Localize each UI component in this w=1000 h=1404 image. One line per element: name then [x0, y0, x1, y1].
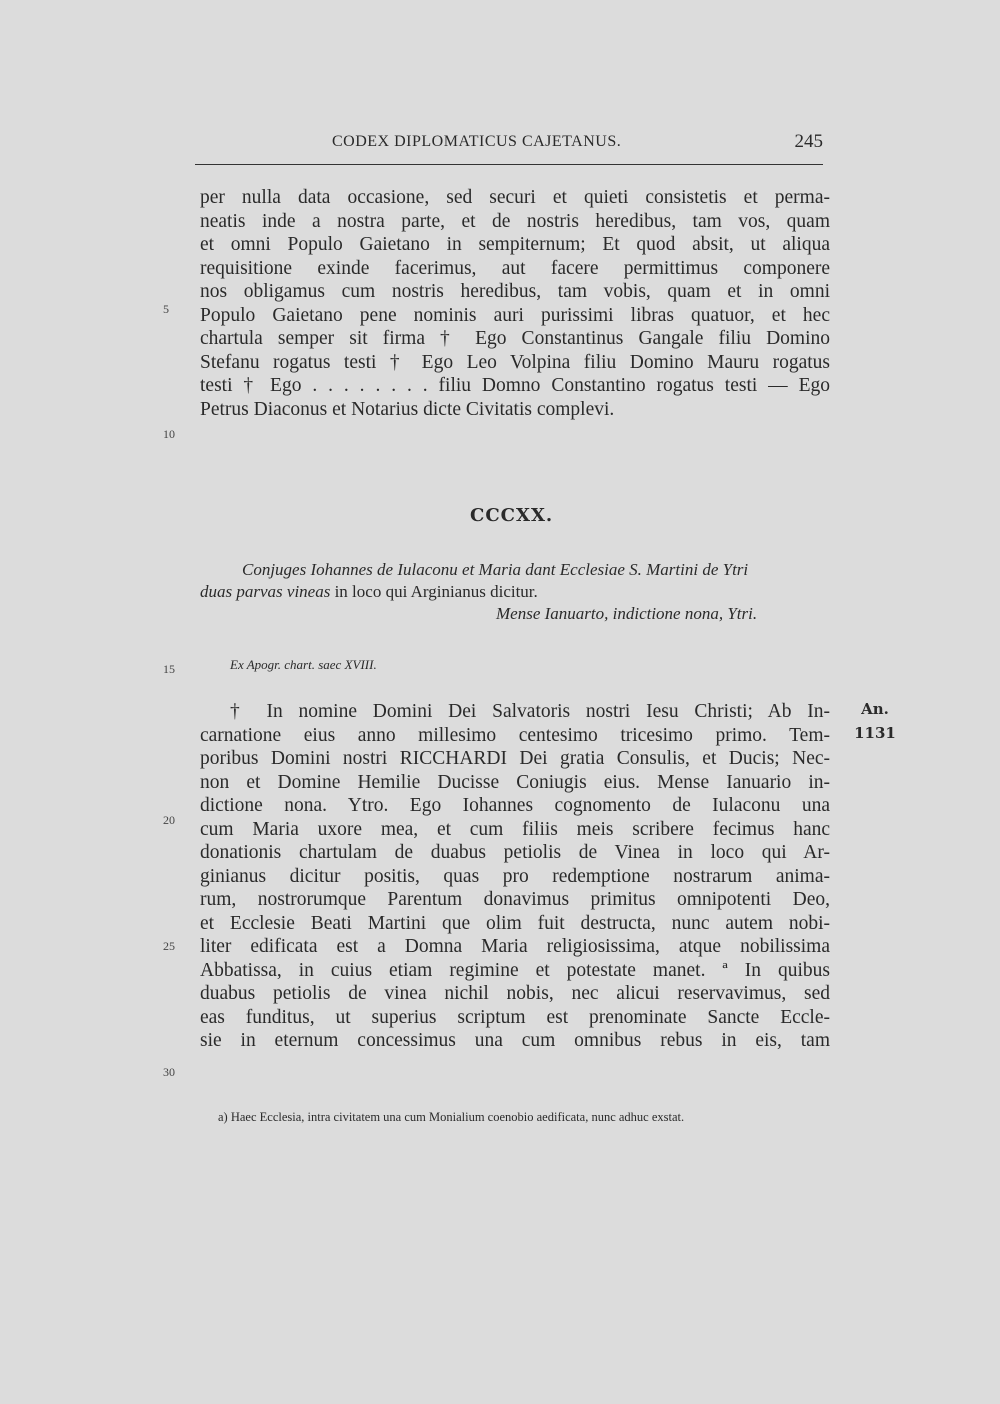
text-line: chartula semper sit firma † Ego Constantinus Gangale filiu Domino [200, 328, 830, 349]
text-line: † In nomine Domini Dei Salvatoris nostri Iesu Christi; Ab In- [230, 701, 830, 722]
running-title: CODEX DIPLOMATICUS CAJETANUS. [332, 133, 622, 150]
text-line: carnatione eius anno millesimo centesimo tricesimo primo. Tem- [200, 724, 830, 746]
text-line: neatis inde a nostra parte, et de nostris heredibus, tam vos, quam [200, 210, 830, 232]
text-line: donationis chartulam de duabus petiolis de Vinea in loco qui Ar- [200, 842, 830, 863]
text-line: testi † Ego . . . . . . . . filiu Domno Constantino rogatus testi — Ego [200, 375, 830, 396]
margin-year: 1131 [854, 724, 896, 742]
line-number: 10 [163, 427, 175, 441]
text-line: sie in eternum concessimus una cum omnibus rebus in eis, tam [200, 1030, 830, 1051]
text-line: cum Maria uxore mea, et cum filiis meis scribere fecimus hanc [200, 818, 830, 840]
summary-roman: in loco qui Arginianus dicitur. [330, 582, 538, 601]
source-note: Ex Apogr. chart. saec XVIII. [230, 657, 377, 672]
page-number: 245 [794, 131, 823, 152]
text-line: eas funditus, ut superius scriptum est prenominate Sancte Eccle- [200, 1006, 830, 1028]
text-line: Petrus Diaconus et Notarius dicte Civitatis complevi. [200, 398, 615, 420]
text-line: liter edificata est a Domna Maria religiosissima, atque nobilissima [200, 936, 830, 957]
line-number: 30 [163, 1065, 175, 1079]
continuation-paragraph [200, 186, 830, 421]
text-line: ginianus dicitur positis, quas pro redemptione nostrarum anima- [200, 865, 830, 887]
summary-line: Conjuges Iohannes de Iulaconu et Maria dant Ecclesiae S. Martini de Ytri [242, 560, 749, 579]
text-line: et Ecclesie Beati Martini que olim fuit destructa, nunc autem nobi- [200, 912, 830, 934]
text-line: Stefanu rogatus testi † Ego Leo Volpina filiu Domino Mauru rogatus [200, 351, 830, 373]
line-number: 20 [163, 813, 175, 827]
text-line: non et Domine Hemilie Ducisse Coniugis eius. Mense Ianuario in- [200, 771, 830, 793]
running-header [195, 133, 823, 157]
summary-date: Mense Ianuarto, indictione nona, Ytri. [496, 604, 758, 623]
margin-year-label: An. [861, 700, 889, 718]
summary-italic: duas parvas vineas [200, 582, 331, 601]
charter-text [200, 700, 830, 1053]
line-number: 15 [163, 662, 175, 676]
text-line: per nulla data occasione, sed securi et quieti consistetis et perma- [200, 187, 830, 208]
charter-number: CCCXX. [470, 505, 554, 526]
text-line: Populo Gaietano pene nominis auri purissimi libras quatuor, et hec [200, 304, 830, 326]
line-number: 25 [163, 939, 175, 953]
line-number: 5 [163, 302, 169, 316]
text-line: Abbatissa, in cuius etiam regimine et potestate manet. ª In quibus [200, 959, 830, 981]
charter-summary [200, 559, 830, 625]
text-line: rum, nostrorumque Parentum donavimus primitus omnipotenti Deo, [200, 889, 830, 910]
summary-line [200, 581, 830, 603]
text-line: requisitione exinde facerimus, aut facere permittimus componere [200, 257, 830, 279]
text-line: et omni Populo Gaietano in sempiternum; Et quod absit, ut aliqua [200, 234, 830, 255]
text-line: duabus petiolis de vinea nichil nobis, nec alicui reservavimus, sed [200, 983, 830, 1004]
header-rule [195, 164, 823, 165]
text-line: nos obligamus cum nostris heredibus, tam vobis, quam et in omni [200, 281, 830, 302]
text-line: dictione nona. Ytro. Ego Iohannes cognomento de Iulaconu una [200, 795, 830, 816]
footnote: a) Haec Ecclesia, intra civitatem una cum Monialium coenobio aedificata, nunc adhuc exstat. [218, 1110, 685, 1124]
text-line: poribus Domini nostri RICCHARDI Dei gratia Consulis, et Ducis; Nec- [200, 748, 830, 769]
